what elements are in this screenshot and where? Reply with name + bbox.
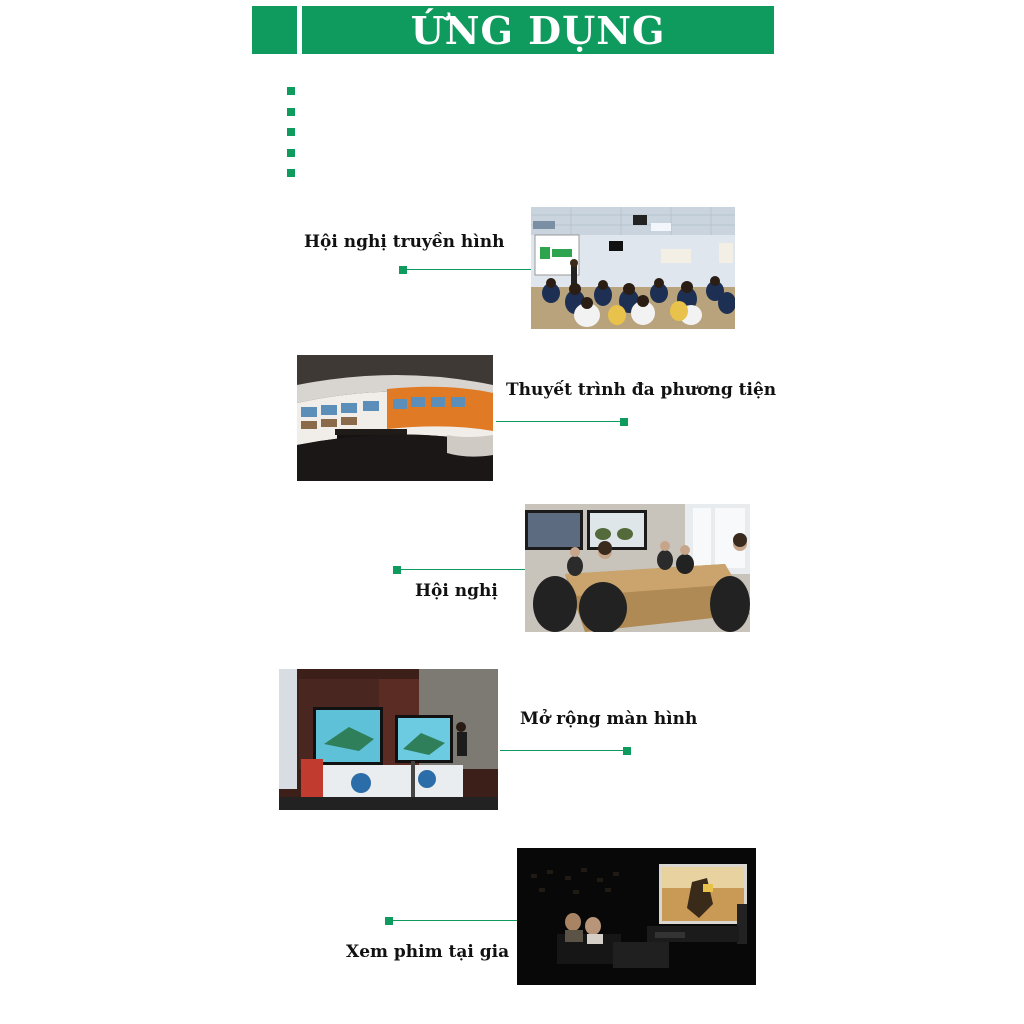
connector-line [405, 269, 531, 270]
tv-display-booth-image [279, 669, 498, 810]
home-theater-image [517, 848, 756, 985]
connector-line [500, 750, 623, 751]
connector-line [391, 920, 517, 921]
bullet-dot [287, 87, 295, 95]
meeting-room-image [525, 504, 750, 632]
connector-dot [393, 566, 401, 574]
connector-line [399, 569, 525, 570]
application-label-3: Hội nghị [415, 581, 498, 601]
page-title: ỨNG DỤNG [410, 7, 666, 53]
application-label-4: Mở rộng màn hình [520, 709, 698, 729]
connector-dot [623, 747, 631, 755]
bullet-dot [287, 108, 295, 116]
application-label-1: Hội nghị truyền hình [304, 232, 505, 252]
connector-dot [385, 917, 393, 925]
bullet-dot [287, 169, 295, 177]
bullet-dot [287, 149, 295, 157]
connector-line [496, 421, 620, 422]
bullet-dot [287, 128, 295, 136]
connector-dot [620, 418, 628, 426]
connector-dot [399, 266, 407, 274]
application-label-2: Thuyết trình đa phương tiện [506, 380, 777, 400]
exhibition-hall-image [297, 355, 493, 481]
classroom-presentation-image [531, 207, 735, 329]
application-label-5: Xem phim tại gia [346, 942, 510, 962]
